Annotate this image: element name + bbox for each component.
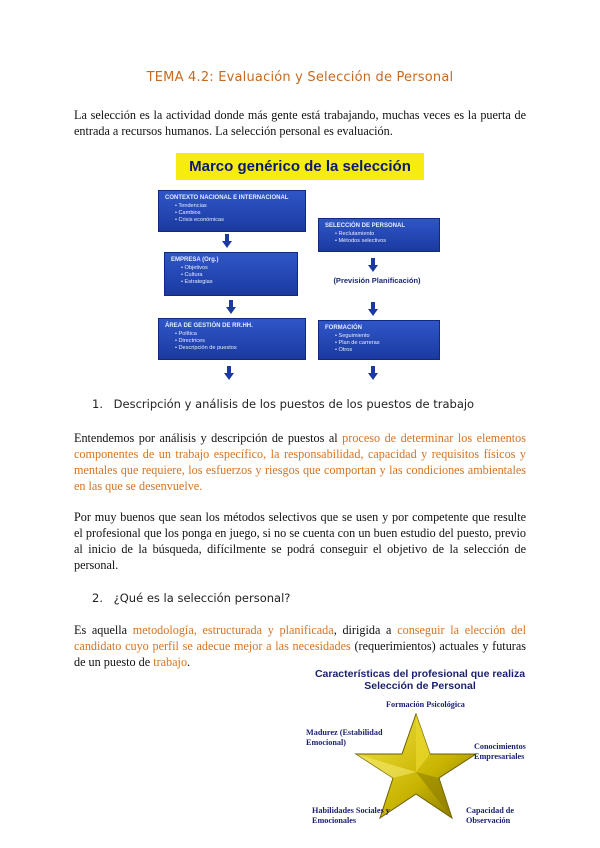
training-item: • Otros — [335, 347, 433, 354]
company-box — [164, 252, 298, 296]
context-box — [158, 190, 306, 232]
highlight-text: conseguir la elección del candidato cuyo perfil se adecue mejor a las necesidades — [74, 623, 526, 653]
context-item: • Crisis económicas — [175, 217, 299, 224]
hr-area-item: • Política — [175, 331, 299, 338]
section-1-paragraph-1 — [74, 430, 526, 494]
company-item: • Estrategias — [181, 279, 291, 286]
training-item: • Seguimiento — [335, 333, 433, 340]
highlight-text: trabajo — [153, 655, 188, 669]
selection-item: • Reclutamiento — [335, 231, 433, 238]
intro-paragraph: La selección es la actividad donde más gente está trabajando, muchas veces es la puerta de entrada a recursos humanos. La selección personal es evaluación. — [74, 108, 526, 138]
selection-heading: SELECCIÓN DE PERSONAL — [325, 223, 406, 229]
training-box — [318, 320, 440, 360]
hr-area-box — [158, 318, 306, 360]
text-run: . — [187, 655, 191, 669]
planning-label: (Previsión Planificación) — [333, 276, 421, 285]
page-title: TEMA 4.2: Evaluación y Selección de Personal — [146, 70, 454, 85]
selection-framework-diagram — [154, 150, 444, 386]
star-label-bottom-left: Habilidades Sociales y Emocionales — [312, 806, 390, 825]
selection-item: • Métodos selectivos — [335, 238, 433, 245]
text-run: Es aquella — [74, 623, 133, 637]
context-heading: CONTEXTO NACIONAL E INTERNACIONAL — [165, 195, 289, 201]
section-2-heading — [92, 591, 290, 605]
section-title: Descripción y análisis de los puestos de los puestos de trabajo — [113, 397, 475, 411]
down-arrow-icon — [368, 366, 378, 380]
star-label-bottom-right: Capacidad de Observación — [466, 806, 514, 825]
down-arrow-icon — [368, 258, 378, 272]
context-item: • Cambios — [175, 210, 299, 217]
company-item: • Cultura — [181, 272, 291, 279]
hr-area-heading: ÁREA DE GESTIÓN DE RR.HH. — [165, 323, 253, 329]
down-arrow-icon — [224, 366, 234, 380]
down-arrow-icon — [226, 300, 236, 314]
down-arrow-icon — [222, 234, 232, 248]
hr-area-item: • Descripción de puestos — [175, 345, 299, 352]
section-number: 2. — [92, 591, 103, 605]
training-heading: FORMACIÓN — [325, 325, 362, 331]
highlight-text: metodología, estructurada y planificada — [132, 623, 334, 637]
section-1-heading — [92, 397, 474, 411]
text-run: Entendemos por análisis y descripción de puestos al — [74, 431, 343, 445]
section-1-paragraph-2: Por muy buenos que sean los métodos selectivos que se usen y por competente que resulte el profesional que los ponga en juego, si no se cuenta con un buen estudio del puesto, previo al inicio de la búsqueda, difícilmente se podrá conseguir el objetivo de la selección de personal. — [74, 510, 526, 572]
star-label-top: Formación Psicológica — [386, 700, 465, 709]
text-run: (requerimientos) actuales y futuras de un puesto de — [74, 639, 526, 669]
hr-area-item: • Directrices — [175, 338, 299, 345]
diagram-title: Marco genérico de la selección — [176, 153, 424, 180]
context-item: • Tendencias — [175, 203, 299, 210]
section-title: ¿Qué es la selección personal? — [113, 591, 291, 605]
selection-box — [318, 218, 440, 252]
star-label-left: Madurez (Estabilidad Emocional) — [306, 728, 383, 747]
star-label-right: Conocimientos Empresariales — [474, 742, 526, 761]
highlight-text: proceso de determinar los elementos componentes de un trabajo específico, la responsabilidad, capacidad y requisitos físicos y mentales que requiere, los esfuerzos y riesgos que comportan y las condiciones ambientales en las que se desenvuelve. — [74, 431, 526, 493]
company-item: • Objetivos — [181, 265, 291, 272]
text-run: , dirigida a — [333, 623, 398, 637]
section-number: 1. — [92, 397, 103, 411]
company-heading: EMPRESA (Org.) — [171, 257, 219, 263]
down-arrow-icon — [368, 302, 378, 316]
star-figure-title: Características del profesional que realiza Selección de Personal — [314, 668, 526, 692]
section-2-paragraph — [74, 622, 526, 670]
training-item: • Plan de carreras — [335, 340, 433, 347]
